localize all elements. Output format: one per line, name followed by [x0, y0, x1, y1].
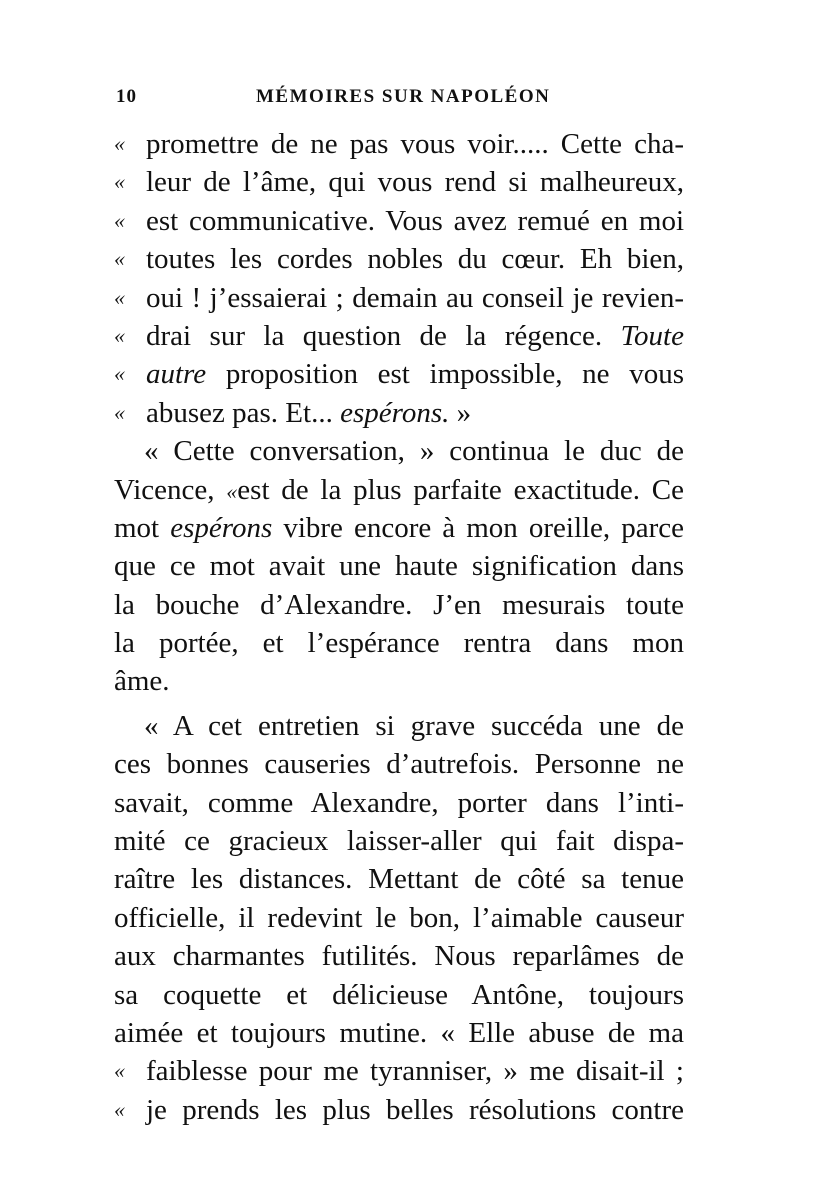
text-line: mité ce gracieux laisser-aller qui fait dispa- — [114, 825, 684, 858]
line-segment: abusez pas. Et... — [146, 396, 333, 429]
text-line — [114, 1091, 684, 1129]
line-text: promettre de ne pas vous voir..... Cette cha- — [146, 128, 684, 160]
text-line — [114, 163, 684, 201]
italic-word: espérons — [170, 511, 273, 544]
quote-mark: « — [226, 478, 238, 504]
line-text: toutes les cordes nobles du cœur. Eh bien, — [146, 243, 684, 276]
quote-mark: « — [114, 322, 125, 348]
quote-mark: « — [114, 361, 125, 387]
line-text: je prends les plus belles résolutions contre — [146, 1093, 684, 1126]
text-line: ces bonnes causeries d’autrefois. Personne ne — [114, 748, 684, 781]
quote-mark: « — [114, 169, 125, 195]
quote-mark: « — [114, 207, 125, 233]
italic-word: espérons. — [340, 396, 450, 429]
text-line — [114, 202, 684, 240]
text-line: « A cet entretien si grave succéda une de — [144, 709, 684, 742]
line-text — [146, 317, 684, 355]
page-number: 10 — [116, 86, 137, 107]
line-segment: vibre encore à mon oreille, parce — [283, 511, 684, 544]
quote-mark: « — [114, 131, 125, 156]
text-line — [114, 509, 684, 547]
text-line: aimée et toujours mutine. « Elle abuse de ma — [114, 1016, 684, 1049]
line-text: leur de l’âme, qui vous rend si malheureux, — [146, 166, 684, 199]
italic-word: Toute — [620, 319, 684, 352]
text-line: âme. — [114, 665, 170, 698]
italic-word: autre — [146, 358, 207, 391]
text-line: que ce mot avait une haute signification dans — [114, 550, 684, 583]
text-line — [114, 1052, 684, 1090]
line-text: est communicative. Vous avez remué en moi — [146, 204, 684, 237]
line-text — [146, 394, 684, 432]
quote-mark: « — [114, 1096, 125, 1122]
quote-mark: « — [114, 284, 125, 310]
text-line: aux charmantes futilités. Nous reparlâmes de — [114, 940, 684, 973]
text-line: « Cette conversation, » continua le duc de — [144, 435, 684, 468]
text-line: sa coquette et délicieuse Antône, toujours — [114, 978, 684, 1011]
line-text: faiblesse pour me tyranniser, » me disait-il ; — [146, 1055, 684, 1088]
text-line: la bouche d’Alexandre. J’en mesurais toute — [114, 588, 684, 621]
text-line: la portée, et l’espérance rentra dans mon — [114, 627, 684, 660]
running-title: MÉMOIRES SUR NAPOLÉON — [256, 86, 551, 107]
text-line: officielle, il redevint le bon, l’aimable causeur — [114, 901, 684, 934]
line-segment: Vicence, — [114, 473, 215, 506]
line-segment: mot — [114, 511, 160, 544]
text-line — [114, 317, 684, 355]
line-segment: est de la plus parfaite exactitude. Ce — [237, 473, 684, 506]
quote-mark: « — [114, 246, 125, 272]
text-line — [114, 394, 684, 432]
running-header — [116, 86, 686, 116]
text-line — [114, 125, 684, 163]
line-text: oui ! j’essaierai ; demain au conseil je revien- — [146, 281, 684, 314]
text-line — [114, 279, 684, 317]
closing-quote: » — [456, 396, 472, 429]
text-line — [114, 355, 684, 393]
line-text — [146, 355, 684, 393]
line-segment: drai sur la question de la régence. — [146, 319, 603, 352]
body-text — [114, 125, 684, 1129]
text-line: savait, comme Alexandre, porter dans l’inti- — [114, 786, 684, 819]
line-segment: proposition est impossible, ne vous — [225, 358, 684, 391]
text-line: raître les distances. Mettant de côté sa tenue — [114, 863, 684, 896]
text-line — [114, 240, 684, 278]
quote-mark: « — [114, 1058, 125, 1084]
text-line — [114, 471, 684, 509]
quote-mark: « — [114, 399, 125, 425]
